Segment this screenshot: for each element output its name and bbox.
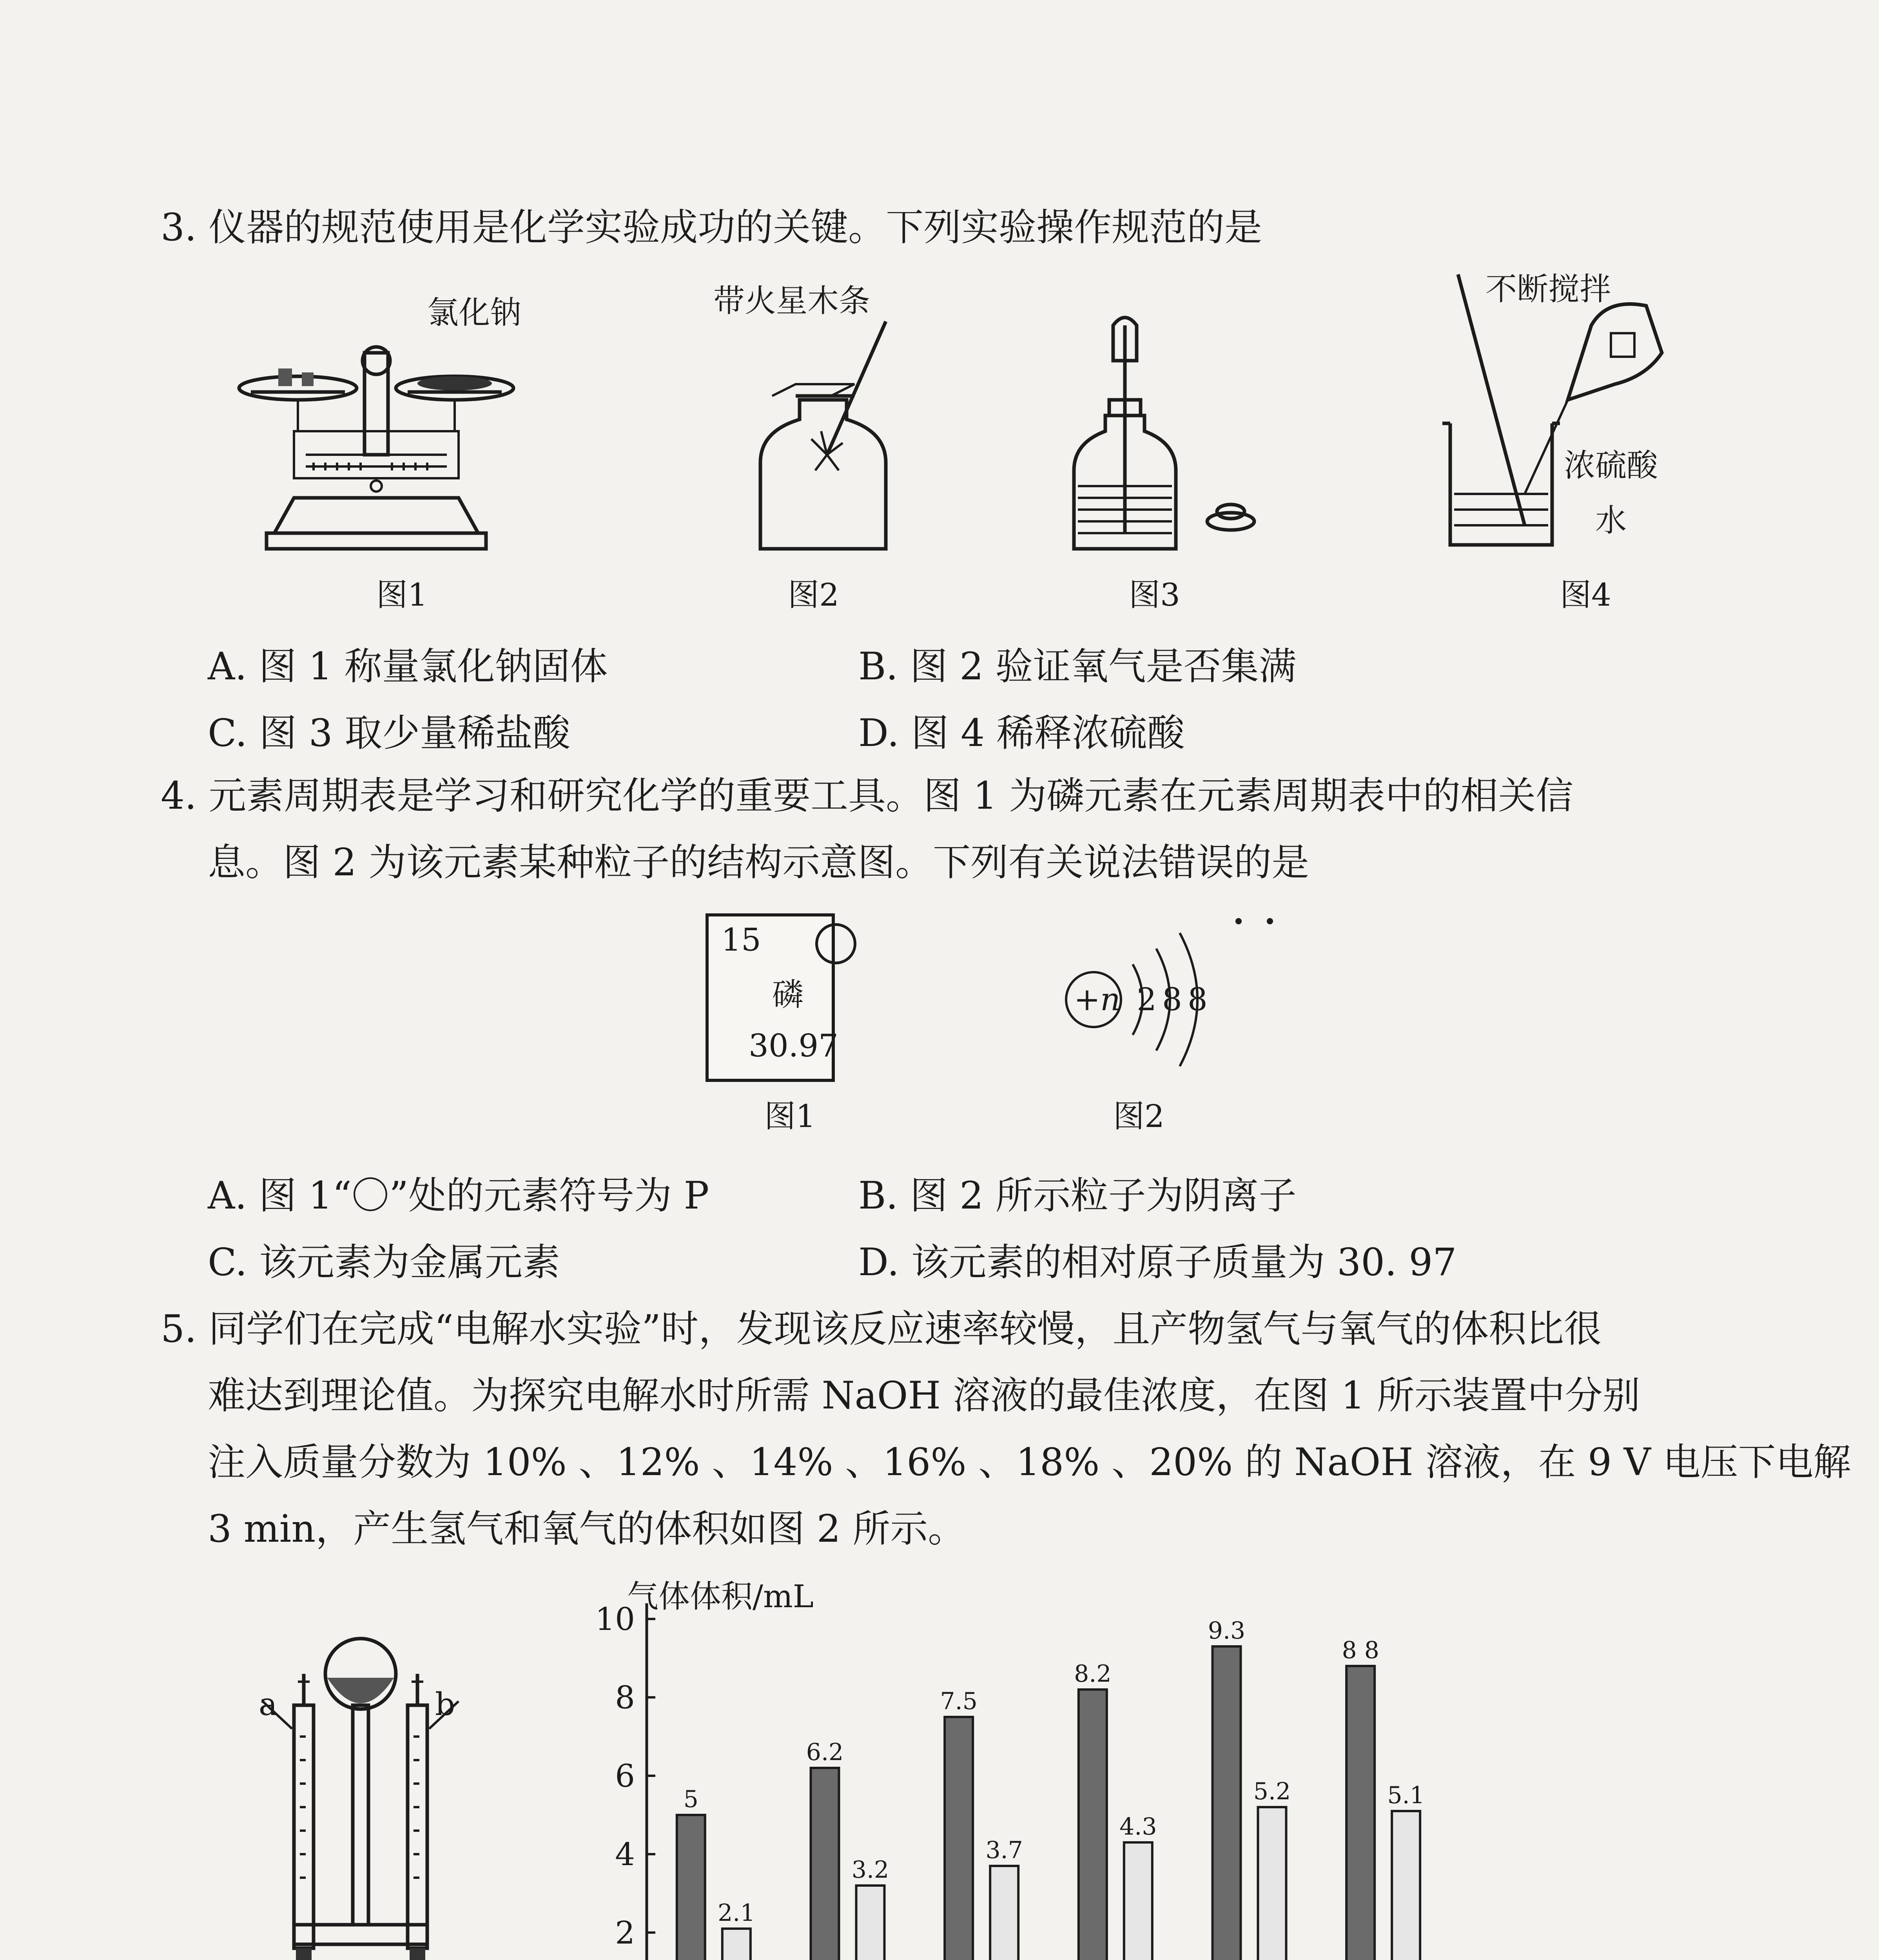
- hydrogen-bar: [677, 1815, 705, 1960]
- oxygen-bar: [722, 1929, 751, 1960]
- oxygen-bar: [990, 1866, 1018, 1960]
- q3-fig1-caption: 图1: [376, 577, 428, 613]
- shell-3-electrons: 8: [1188, 981, 1208, 1018]
- fig1-label-nacl: 氯化钠: [427, 294, 521, 331]
- fig4-label-acid: 浓硫酸: [1564, 447, 1658, 484]
- hydrogen-bar: [811, 1768, 839, 1960]
- element-mass: 30.97: [749, 1027, 839, 1064]
- q3-option-d[interactable]: D. 图 4 稀释浓硫酸: [858, 711, 1185, 755]
- oxygen-value-label: 3.7: [985, 1837, 1023, 1864]
- oxygen-value-label: 3.2: [851, 1856, 889, 1884]
- fig4-label-stir: 不断搅拌: [1485, 271, 1611, 307]
- shell-1-electrons: 2: [1137, 981, 1157, 1018]
- fig4-label-water: 水: [1595, 502, 1627, 539]
- y-tick-label: 8: [615, 1679, 635, 1716]
- hydrogen-bar: [1213, 1646, 1241, 1960]
- hydrogen-bar: [1346, 1666, 1375, 1960]
- oxygen-value-label: 5.1: [1387, 1782, 1425, 1809]
- oxygen-bar: [856, 1886, 885, 1960]
- q3-stem: 3. 仪器的规范使用是化学实验成功的关键。下列实验操作规范的是: [161, 205, 1262, 249]
- q3-option-b[interactable]: B. 图 2 验证氧气是否集满: [858, 644, 1297, 688]
- oxygen-bar: [1124, 1842, 1152, 1960]
- tube-b-label: b: [435, 1686, 455, 1722]
- oxygen-bar: [1392, 1811, 1420, 1960]
- y-tick-label: 6: [615, 1758, 635, 1794]
- hydrogen-bar: [945, 1717, 973, 1960]
- q4-fig1-caption: 图1: [764, 1098, 816, 1134]
- hydrogen-value-label: 5: [683, 1786, 698, 1813]
- q4-stem-line1: 4. 元素周期表是学习和研究化学的重要工具。图 1 为磷元素在元素周期表中的相关信: [161, 774, 1574, 818]
- q3-fig3-caption: 图3: [1129, 577, 1180, 613]
- oxygen-value-label: 4.3: [1119, 1813, 1157, 1840]
- q5-stem-line1: 5. 同学们在完成“电解水实验”时，发现该反应速率较慢，且产物氢气与氧气的体积比很: [161, 1307, 1602, 1351]
- hydrogen-bar: [1079, 1690, 1107, 1960]
- q3-fig2-caption: 图2: [788, 577, 839, 613]
- tube-a-label: a: [259, 1686, 277, 1722]
- y-axis-title: 气体体积/mL: [627, 1578, 814, 1615]
- q4-stem-line2: 息。图 2 为该元素某种粒子的结构示意图。下列有关说法错误的是: [208, 840, 1309, 884]
- y-tick-label: 2: [615, 1915, 635, 1951]
- y-tick-label: 4: [615, 1836, 635, 1873]
- q5-stem-line3: 注入质量分数为 10% 、12% 、14% 、16% 、18% 、20% 的 NaOH 溶液，在 9 V 电压下电解: [208, 1440, 1851, 1484]
- q4-option-c[interactable]: C. 该元素为金属元素: [208, 1240, 560, 1284]
- hydrogen-value-label: 7.5: [940, 1688, 978, 1715]
- q4-option-b[interactable]: B. 图 2 所示粒子为阴离子: [858, 1174, 1297, 1218]
- y-tick-label: 10: [595, 1601, 635, 1637]
- q3-option-c[interactable]: C. 图 3 取少量稀盐酸: [208, 711, 571, 755]
- q5-stem-line4: 3 min，产生氢气和氧气的体积如图 2 所示。: [208, 1507, 966, 1551]
- hydrogen-value-label: 6.2: [806, 1739, 844, 1766]
- element-name: 磷: [772, 976, 803, 1013]
- oxygen-value-label: 2.1: [718, 1899, 755, 1927]
- q4-option-a[interactable]: A. 图 1“〇”处的元素符号为 P: [208, 1174, 709, 1218]
- element-atomic-number: 15: [721, 922, 761, 958]
- q3-option-a[interactable]: A. 图 1 称量氯化钠固体: [208, 644, 608, 688]
- hydrogen-value-label: 9.3: [1208, 1617, 1246, 1644]
- shell-2-electrons: 8: [1162, 981, 1182, 1018]
- fig2-label-splint: 带火星木条: [713, 283, 870, 319]
- hydrogen-value-label: 8 8: [1342, 1637, 1379, 1664]
- oxygen-value-label: 5.2: [1253, 1778, 1291, 1805]
- oxygen-bar: [1258, 1807, 1286, 1960]
- nucleus-charge: +n: [1074, 981, 1121, 1018]
- hydrogen-value-label: 8.2: [1074, 1660, 1112, 1688]
- q4-fig2-caption: 图2: [1113, 1098, 1164, 1134]
- q5-stem-line2: 难达到理论值。为探究电解水时所需 NaOH 溶液的最佳浓度，在图 1 所示装置中分别: [208, 1374, 1640, 1417]
- q3-fig4-caption: 图4: [1560, 577, 1611, 613]
- q4-option-d[interactable]: D. 该元素的相对原子质量为 30. 97: [858, 1240, 1457, 1284]
